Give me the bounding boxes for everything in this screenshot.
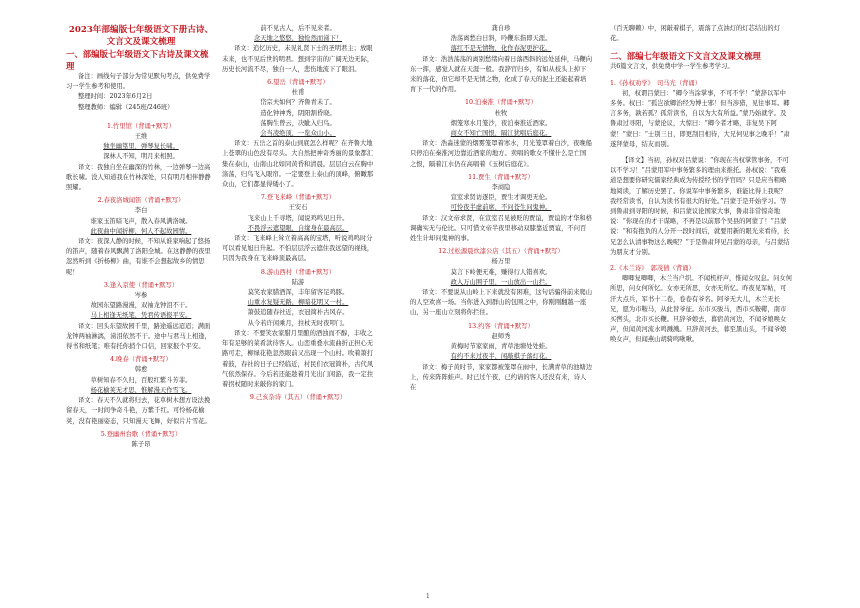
poem-author: 陆游 [291,278,305,286]
poem-translation: 译文：春天不久就将归去，花草树木想方设法挽留春天，一时间争奇斗艳，万紫千红。可怜杨花榆荚，没有艳丽姿态，只知漫天飞舞，好似片片雪花。 [66,397,211,425]
poem-line: 烟笼寒水月笼沙，夜泊秦淮近酒家。 [450,119,552,127]
poem-author: 王安石 [288,204,308,212]
poem-translation: 译文：飞来峰上耸立着高高的宝塔，听说鸡鸣时分可以看见旭日升起。不怕层层浮云遮住我远望的视线，只因为我身在飞来峰顶最高层。 [222,235,374,263]
page-number: 1 [426,593,430,600]
poem-line: 有约不来过夜半，闲敲棋子落灯花。 [450,353,552,361]
document-title: 2023年部编版七年级语文下册古诗、文言文及课文梳理 [68,25,214,47]
poem-author: 李白 [134,207,148,215]
poem-line: 谁家玉笛暗飞声，散入春风满洛城。 [90,217,192,225]
poem-heading: 8.游山西村（背诵+默写） [260,268,336,276]
section-1-title: 一、部编版七年级语文下古诗及课文梳理 [66,49,209,71]
poem-line: 马上相逢无纸笔，凭君传语报平安。 [90,312,192,320]
poem-line: 前不见古人，后不见来者。 [260,25,336,32]
poem-heading: 7.登飞来峰（背诵+默写） [260,194,336,202]
poem-heading: 6.望岳（背诵+默写） [267,79,329,87]
poem-line: 此夜曲中闻折柳，何人不起故园情。 [90,227,192,235]
poem-line: 落红不是无情物，化作春泥更护花。 [450,45,552,53]
poem-line: 不畏浮云遮望眼，自缘身在最高层。 [247,224,349,232]
poem-line: 荡胸生曾云，决眦入归鸟。 [260,119,336,127]
poem-line: 深林人不知，明月来相照。 [103,153,179,161]
poem-heading: 3.逢入京使（背诵+默写） [103,281,179,289]
translation-continued: （百无聊赖）中，闲敲着棋子，震落了点油灯的灯芯结出的灯花。 [610,25,781,43]
poem-translation: 译文：我独自坐在幽深的竹林，一边弹琴一边高歌长啸。没人知道我在竹林深处，只有明月相伴静静照耀。 [66,163,211,192]
poem-translation: 译文：浩浩荡荡的离别愁绪向着日落西斜的远处延伸，马鞭向东一挥，感觉人就在天涯一般。我辞官归乡，有如从枝头上掉下来的落花，但它却不是无情之物，化成了春天的泥土还能起着培育下一代的作用。 [410,55,593,94]
poem-line: 宣室求贤访逐臣，贾生才调更无伦。 [450,194,552,202]
poem-author: 王维 [134,133,148,141]
poem-heading: 5.登幽州台歌（背诵+默写） [100,430,182,438]
poem-line: 岱宗夫如何？齐鲁青未了。 [260,99,336,107]
poem-author: 韩愈 [134,366,148,374]
note-text: 备注：画线句子部分为常见默句考点，供免费学习一学生参考和使用。 [66,73,211,91]
poem-line: 念天地之悠悠，独怆然而涕下！ [253,35,343,43]
section-2-title: 二、部编七年级语文下文言文及课文梳理 [610,51,761,62]
poem-author: 岑参 [134,292,148,300]
poem-line: 故园东望路漫漫，双袖龙钟泪不干。 [90,302,192,310]
poem-line: 浩荡离愁白日斜，吟鞭东指即天涯。 [450,35,552,43]
poem-translation: 译文：梅子黄时节，家家都被笼罩在雨中，长满青草的池塘边上，传来阵阵蛙声。时已过午夜，已约请的客人还没有来，诗人在 [410,363,593,391]
poem-heading: 4.晚春（背诵+默写） [110,356,172,364]
poem-line: 黄梅时节家家雨，青草池塘处处蛙。 [450,343,552,351]
poem-line: 政入万山围子里，一山放出一山拦。 [450,278,552,286]
poem-heading: 10.泊秦淮（背诵+默写） [465,99,537,107]
poem-translation: 译文：不要笑农家腊月里酿的酒浊而不醇，丰收之年有足够的菜肴款待客人。山峦重叠水流曲折正担心无路可走，柳绿花艳忽然眼前又出现一个山村。吹着箫打着鼓，春社的日子已经临近，村民们衣冠简朴，古代风气依然保存。今后若还能趁着月光出门闲游，我一定拄着拐杖随时来敲你的家门。 [222,329,374,388]
poem-line: 可怜夜半虚前席，不问苍生问鬼神。 [450,204,552,212]
poem-heading: 13.约客（背诵+默写） [468,322,534,330]
poem-line: 从今若许闲乘月，拄杖无时夜叩门。 [247,319,349,327]
wenyan-text: 唧唧复唧唧，木兰当户织。不闻机杼声，惟闻女叹息。问女何所思，问女何所忆。女亦无所思，女亦无所忆。昨夜见军帖，可汗大点兵，军书十二卷，卷卷有爷名。阿爷无大儿，木兰无长兄，愿为市鞍马，从此替爷征。东市买骏马，西市买鞍鞯，南市买辔头，北市买长鞭。旦辞爷娘去，暮宿黄河边，不闻爷娘唤女声，但闻黄河流水鸣溅溅。旦辞黄河去，暮至黑山头，不闻爷娘唤女声，但闻燕山胡骑鸣啾啾。 [610,275,793,344]
poem-author: 杨万里 [491,258,511,266]
note-teacher: 整理教师：编辑（245班/246班） [78,103,174,111]
poem-line: 莫言下岭便无难，赚得行人错喜欢。 [450,268,552,276]
poem-author: 李商隐 [491,184,511,192]
note-date: 整理时间：2023年6月2日 [78,93,153,101]
poem-translation: 译文：汉文帝求贤，在宣室召见被贬的贾谊，贾谊的才华和格调确实无与伦比。只可惜文帝半夜里移动双膝靠近贾谊，不问百姓生计却问鬼神的事。 [410,214,593,243]
poem-author: 杜甫 [291,89,305,97]
poem-heading: 11.贾生（背诵+默写） [468,173,534,181]
poem-line: 山重水复疑无路，柳暗花明又一村。 [247,299,349,307]
poem-line: 莫笑农家腊酒浑，丰年留客足鸡豚。 [247,289,349,297]
poem-translation: 译文：五岳之首的泰山到底怎么样呢？在齐鲁大地上苍翠的山色没有尽头。大自然把神奇秀丽的景象都汇集在泰山，山南山北如同黄昏和清晨。层层白云在胸中涤荡，归鸟飞入眼帘。一定要登上泰山的顶峰，俯瞰那众山，它们都显得矮小了。 [222,140,374,189]
wenyan-translation: 【译文】当初，孙权对吕蒙说：“你现在当权掌管事务，不可以不学习！”吕蒙用军中事务繁多的理由来推托。孙权说：“我难道是想要你研究儒家经典成为传授经书的学官吗？只是应当粗略地阅读，了解历史罢了。你说军中事务繁多，谁能比得上我呢？我经常读书，自认为读书有很大的好处。”吕蒙于是开始学习。等到鲁肃到寻阳的时候，和吕蒙议论国家大事，鲁肃非常惊奇地说：“你现在的才干谋略，不再是以前那个吴县的阿蒙了！”吕蒙说：“和有抱负的人分开一段时间后，就要用新的眼光来看待，长兄怎么认清事物这么晚呢？”于是鲁肃拜见吕蒙的母亲，与吕蒙结为朋友才分别。 [610,157,790,256]
wenyan-heading: 2.《木兰诗》 郭茂倩（背诵） [610,265,695,273]
poem-heading: 9.己亥杂诗（其五）（背诵+默写） [249,394,347,402]
poem-heading: 12.过松源晨炊漆公店（其五）（背诵+默写） [438,248,564,256]
poem-line: 独坐幽篁里，弹琴复长啸。 [103,143,179,151]
poem-line: 草树知春不久归，百般红紫斗芳菲。 [90,376,192,384]
column-3 [410,24,592,393]
poem-translation: 译文：不要说从山岭上下来就没有困难，这句话骗得前来爬山的人空欢喜一场。当你进入到群山的包围之中，你刚刚翻越一座山，另一座山立刻将你拦住。 [410,289,593,317]
poem-translation: 译文：夜深人静的时候，不知从谁家响起了悠扬的笛声，随着春风飘满了洛阳全城。在这静静的夜里忽然听到《折杨柳》曲，有谁不会想起故乡的情思呢！ [66,238,211,276]
column-4 [610,24,792,346]
poem-author: 杜牧 [494,109,508,117]
poem-translation: 译文：浩淼迷蒙的烟雾笼罩着寒水，月光笼罩着白沙，夜晚船只停泊在秦淮河边靠近酒家的地方。卖唱的歌女不懂什么是亡国之恨，隔着江水仍在高唱着《玉树后庭花》。 [410,140,593,168]
wenyan-heading: 1.《孙权劝学》 司马光（背诵） [610,79,702,87]
column-1 [66,24,216,450]
column-2 [222,24,374,403]
wenyan-text: 初，权谓吕蒙曰：“卿今当涂掌事，不可不学！”蒙辞以军中多务。权曰：“孤岂欲卿治经为博士邪！但当涉猎，见往事耳。卿言多务，孰若孤？孤常读书，自以为大有所益。”蒙乃始就学。及鲁肃过寻阳，与蒙论议，大惊曰：“卿今者才略，非复吴下阿蒙！”蒙曰：“士别三日，即更刮目相待，大兄何见事之晚乎！”肃遂拜蒙母，结友而别。 [610,89,790,148]
poem-translation: 译文：回头东望故园千里，路途遥远迢迢；满面龙钟两袖淋漓，涕泪依然不干。途中与君马上相逢，得书和纸笔；唯有托你捎个口信，回家报个平安。 [66,322,211,351]
poem-line: 造化钟神秀，阴阳割昏晓。 [260,109,336,117]
poem-line: 商女不知亡国恨，隔江犹唱后庭花。 [450,130,552,138]
poem-author: 赵师秀 [491,332,511,340]
poem-author: 陈子昂 [131,440,151,448]
poem-line: 会当凌绝顶，一览众山小。 [260,130,336,138]
section-2-note: 共6篇文言文，供免费中学一学生参考学习。 [610,63,734,71]
poem-line: 飞来山上千寻塔，闻说鸡鸣见日升。 [247,214,349,222]
poem-line: 箫鼓追随春社近，衣冠简朴古风存。 [247,309,349,317]
poem-heading: 2.春夜洛城闻笛（背诵+默写） [97,197,185,205]
poem-heading: 1.竹里馆（背诵+默写） [107,122,175,130]
poem-author: 龚自珍 [491,25,511,32]
poem-translation: 译文：追忆历史，未见礼贤下士的圣明君主；放眼未来，也不见后世的明君。想到宇宙的广阔无边无际，历史长河流不尽，独自一人，悲伤地流下了眼泪。 [222,45,374,73]
poem-line: 杨花榆荚无才思，惟解漫天作雪飞。 [90,386,192,394]
